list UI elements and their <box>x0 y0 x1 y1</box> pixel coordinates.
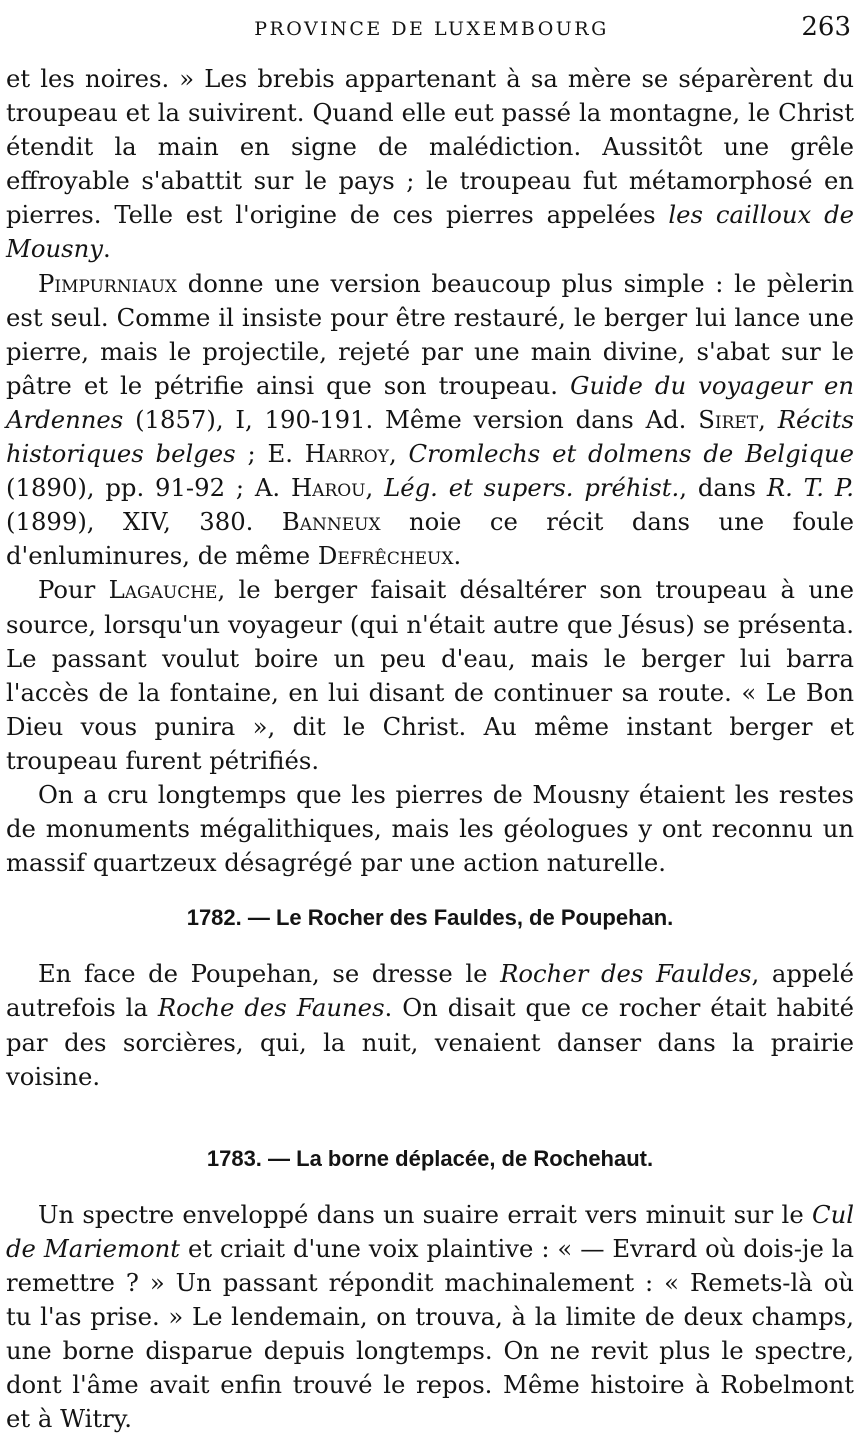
text-run: On a cru longtemps que les pierres de Mousny étaient les restes de monuments mégalithiques, mais les géologues y ont reconnu un massif quartzeux désagrégé par une action naturelle. <box>6 779 854 878</box>
paragraph <box>6 267 854 574</box>
text-run: donne une version beaucoup plus simple : le pèlerin est seul. Comme il insiste pour être restauré, le berger lui lance une pierre, mais le projectile, rejeté par une main divine, s'abat sur le pâtre et le pétrifie ainsi que son troupeau. <box>6 268 854 400</box>
section-heading <box>6 901 854 935</box>
paragraph <box>6 573 854 778</box>
page-header <box>0 8 863 48</box>
italic-text: Lég. et supers. préhist. <box>384 473 680 503</box>
author-name: Lagauche <box>108 575 218 605</box>
text-run: 1783. — La borne déplacée, de Rochehaut. <box>206 1145 654 1171</box>
text-run: (1890), pp. 91-92 ; A. <box>6 473 291 503</box>
author-name: Banneux <box>281 507 381 537</box>
section-heading <box>6 1142 854 1176</box>
text-run: . <box>103 234 111 264</box>
text-run: ; E. <box>235 439 305 469</box>
author-name: Pimpurniaux <box>38 268 178 298</box>
italic-text: Récits historiques belges <box>6 404 854 469</box>
italic-text: les cailloux de Mousny <box>6 200 855 264</box>
text-run: noie ce récit dans une foule d'enluminures, de même <box>6 507 854 571</box>
text-run: . On disait que ce rocher était habité par des sorcières, qui, la nuit, venaient danser dans la prairie voisine. <box>6 993 854 1091</box>
page-number: 263 <box>801 12 851 42</box>
text-run: et les noires. » Les brebis appartenant à sa mère se séparèrent du troupeau et la suivirent. Quand elle eut passé la montagne, le Christ étendit la main en signe de malédiction. Aussitôt une grêle effroyable s'abattit sur le pays ; le troupeau fut métamorphosé en pierres. Telle est l'origine de ces pierres appelées <box>6 64 854 230</box>
text-run: , <box>758 404 778 434</box>
paragraph <box>6 62 854 267</box>
italic-text: Guide du voyageur en Ardennes <box>6 370 854 434</box>
text-run: , le berger faisait désaltérer son troupeau à une source, lorsqu'un voyageur (qui n'était autre que Jésus) se présenta. Le passant voulut boire un peu d'eau, mais le berger lui barra l'accès de la fontaine, en lui disant de continuer sa route. « Le Bon Dieu vous punira », dit le Christ. Au même instant berger et troupeau furent pétrifiés. <box>6 575 854 775</box>
running-title: PROVINCE DE LUXEMBOURG <box>254 18 609 40</box>
italic-text: Roche des Faunes <box>157 993 385 1023</box>
text-run: , appelé autrefois la <box>6 959 854 1023</box>
text-run: 1782. — Le Rocher des Fauldes, de Poupehan. <box>186 905 674 931</box>
italic-text: R. T. P. <box>766 473 855 503</box>
paragraph <box>6 1198 854 1436</box>
text-run: et criait d'une voix plaintive : « — Evrard où dois-je la remettre ? » Un passant répondit machinalement : « Remets-là où tu l'as prise. » Le lendemain, on trouva, à la limite de deux champs, une borne disparue depuis longtemps. On ne revit plus le spectre, dont l'âme avait enfin trouvé le repos. Même histoire à Robelmont et à Witry. <box>6 1233 854 1434</box>
author-name: Harou <box>290 473 366 503</box>
text-run: Pour <box>38 575 109 605</box>
paragraph <box>6 957 854 1093</box>
author-name: Defrêcheux <box>317 541 454 571</box>
text-run: . <box>453 541 462 571</box>
text-run: , dans <box>679 473 767 503</box>
text-run: (1857), I, 190-191. Même version dans Ad. <box>123 404 699 434</box>
text-run: , <box>365 473 385 503</box>
text-run: , <box>388 439 409 469</box>
italic-text: Cul de Mariemont <box>6 1199 854 1263</box>
paragraph <box>6 778 854 880</box>
text-run: (1899), XIV, 380. <box>6 507 282 537</box>
italic-text: Cromlechs et dolmens de Belgique <box>408 439 854 469</box>
text-run: En face de Poupehan, se dresse le <box>38 959 501 989</box>
text-run: Un spectre enveloppé dans un suaire errait vers minuit sur le <box>38 1199 812 1229</box>
author-name: Harroy <box>304 439 389 469</box>
author-name: Siret <box>698 404 759 434</box>
italic-text: Rocher des Fauldes <box>500 959 752 989</box>
body-text <box>6 62 854 1436</box>
